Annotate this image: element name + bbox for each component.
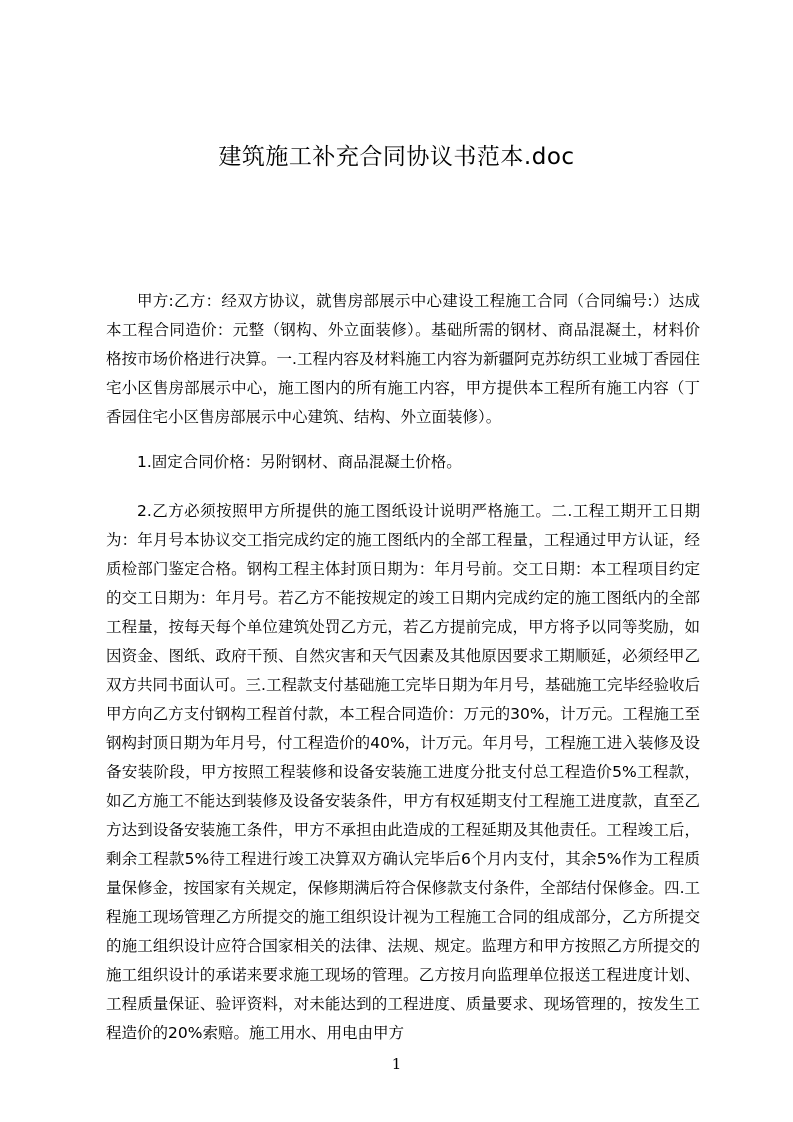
paragraph-construction-terms: 2.乙方必须按照甲方所提供的施工图纸设计说明严格施工。二.工程工期开工日期为：年月号本协议交工指完成约定的施工图纸内的全部工程量，工程通过甲方认证，经质检部门鉴定合格。钢构工程主体封顶日期为：年月号前。交工日期：本工程项目约定的交工日期为：年月号。若乙方不能按规定的竣工日期内完成约定的施工图纸内的全部工程量，按每天每个单位建筑处罚乙方元，若乙方提前完成，甲方将予以同等奖励，如因资金、图纸、政府干预、自然灾害和天气因素及其他原因要求工期顺延，必须经甲乙双方共同书面认可。三.工程款支付基础施工完毕日期为年月号，基础施工完毕经验收后甲方向乙方支付钢构工程首付款，本工程合同造价：万元的30%，计万元。工程施工至钢构封顶日期为年月号，付工程造价的40%，计万元。年月号，工程施工进入装修及设备安装阶段，甲方按照工程装修和设备安装施工进度分批支付总工程造价5%工程款，如乙方施工不能达到装修及设备安装条件，甲方有权延期支付工程施工进度款，直至乙方达到设备安装施工条件，甲方不承担由此造成的工程延期及其他责任。工程竣工后，剩余工程款5%待工程进行竣工决算双方确认完毕后6个月内支付，其余5%作为工程质量保修金，按国家有关规定，保修期满后符合保修款支付条件，全部结付保修金。四.工程施工现场管理乙方所提交的施工组织设计视为工程施工合同的组成部分，乙方所提交的施工组织设计应符合国家相关的法律、法规、规定。监理方和甲方按照乙方所提交的施工组织设计的承诺来要求施工现场的管理。乙方按月向监理单位报送工程进度计划、工程质量保证、验评资料，对未能达到的工程进度、质量要求、现场管理的，按发生工程造价的20%索赔。施工用水、用电由甲方 [106,502,700,1042]
paragraph-contract-overview: 甲方:乙方：经双方协议，就售房部展示中心建设工程施工合同（合同编号:）达成本工程合同造价：元整（钢构、外立面装修）。基础所需的钢材、商品混凝土，材料价格按市场价格进行决算。一.工程内容及材料施工内容为新疆阿克苏纺织工业城丁香园住宅小区售房部展示中心，施工图内的所有施工内容，甲方提供本工程所有施工内容（丁香园住宅小区售房部展示中心建筑、结构、外立面装修）。 [106,292,700,426]
page-number: 1 [391,1055,402,1073]
paragraph-fixed-price: 1.固定合同价格：另附钢材、商品混凝土价格。 [137,453,462,471]
document-title: 建筑施工补充合同协议书范本.doc [218,144,575,170]
